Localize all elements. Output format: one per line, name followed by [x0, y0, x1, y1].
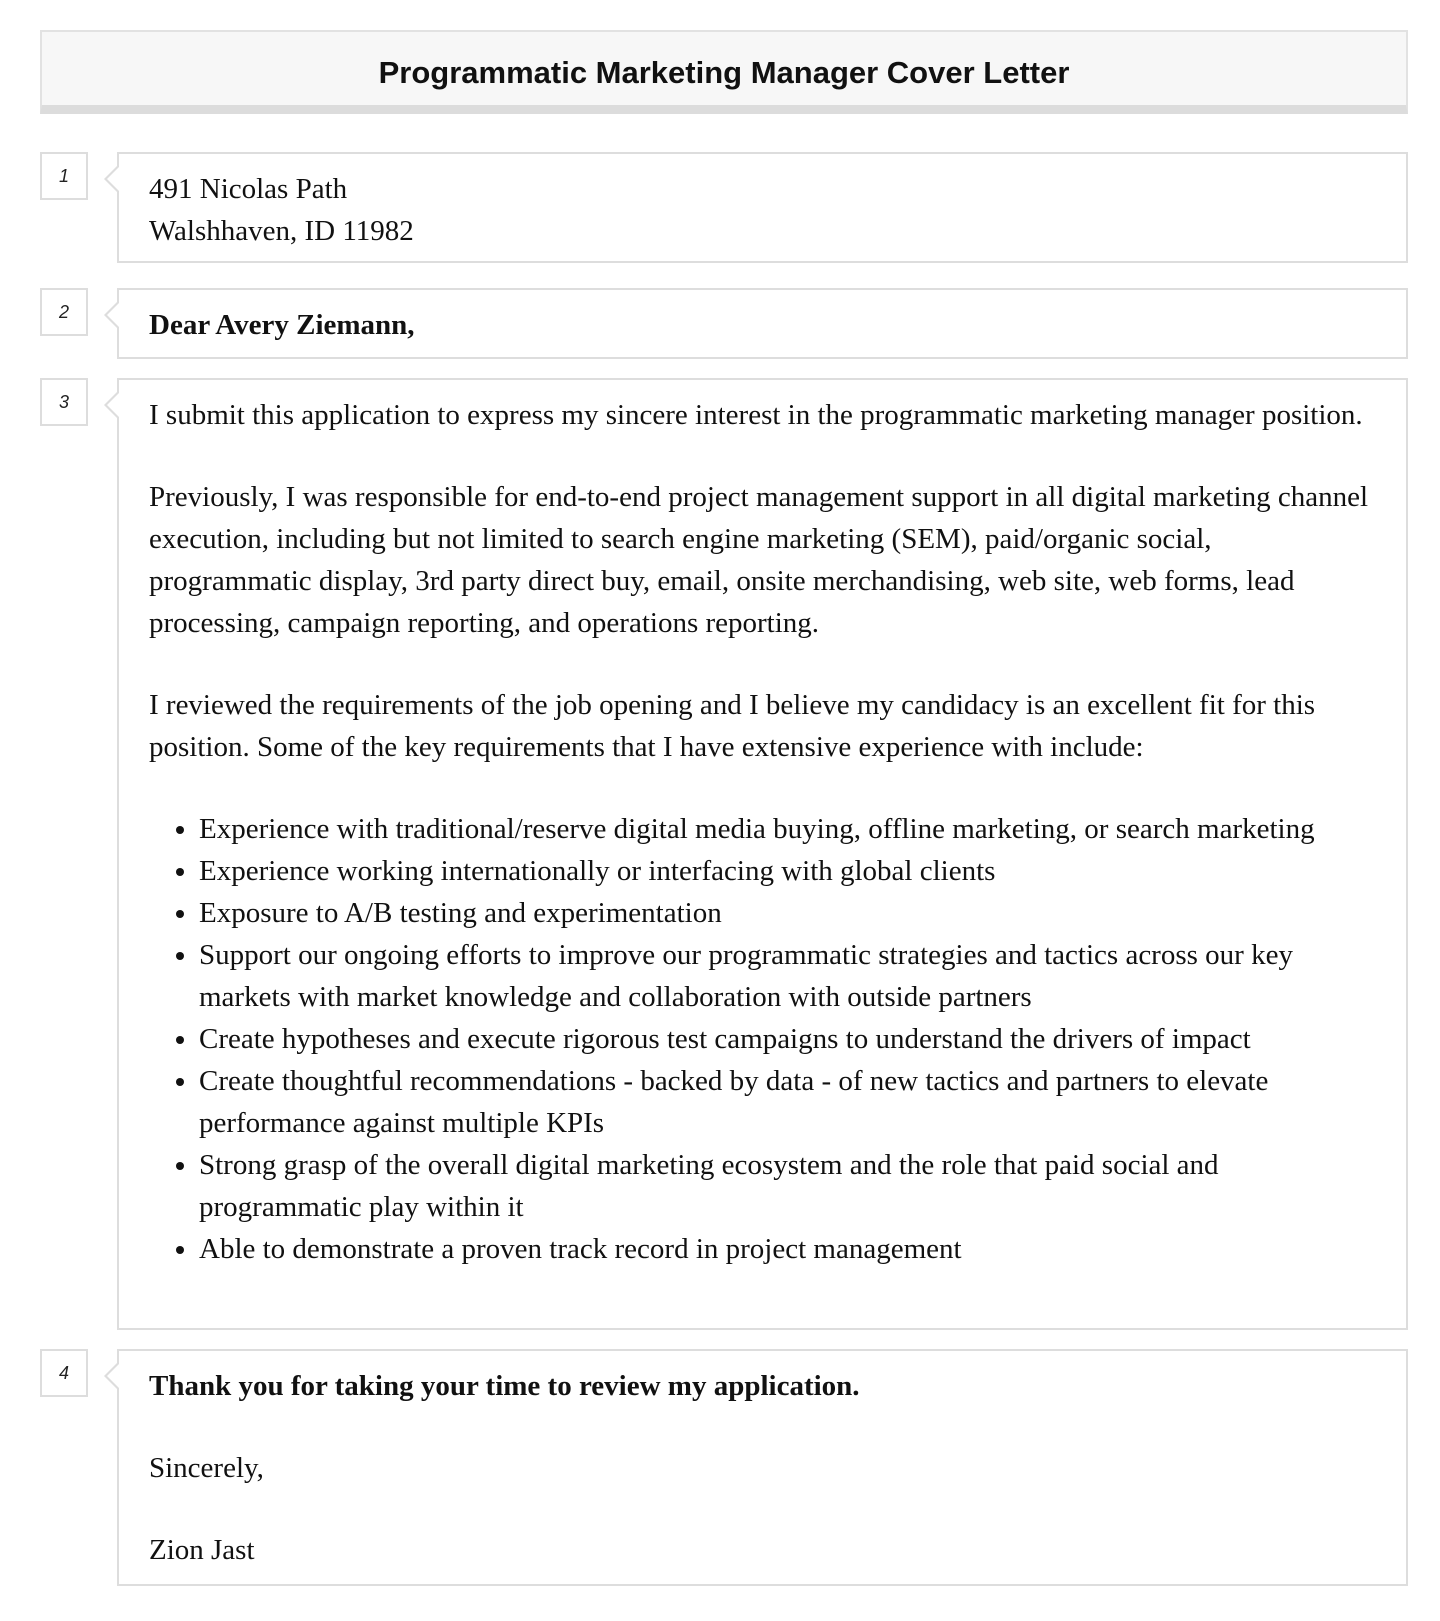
address-city: Walshhaven, ID 11982: [149, 215, 414, 247]
section-number: 1: [40, 152, 88, 200]
signature: Zion Jast: [149, 1534, 255, 1566]
greeting: Dear Avery Ziemann,: [149, 309, 415, 341]
requirements-list: [149, 808, 1376, 1270]
section-number: 4: [40, 1349, 88, 1397]
sign-off: Sincerely,: [149, 1452, 264, 1484]
body-paragraph: I submit this application to express my sincere interest in the programmatic marketing manager position.: [149, 399, 1363, 431]
list-item: • Strong grasp of the overall digital marketing ecosystem and the role that paid social and programmatic play within it: [199, 1144, 1376, 1228]
address-box: [117, 152, 1408, 263]
list-item: • Able to demonstrate a proven track record in project management: [199, 1228, 1376, 1270]
body-box: [117, 378, 1408, 1330]
list-item: • Experience with traditional/reserve digital media buying, offline marketing, or search marketing: [199, 808, 1376, 850]
closing-line: Thank you for taking your time to review my application.: [149, 1370, 860, 1402]
list-item: • Experience working internationally or interfacing with global clients: [199, 850, 1376, 892]
page-title: Programmatic Marketing Manager Cover Letter: [378, 55, 1070, 90]
section-number: 3: [40, 378, 88, 426]
list-item: • Create hypotheses and execute rigorous test campaigns to understand the drivers of impact: [199, 1018, 1376, 1060]
address-street: 491 Nicolas Path: [149, 173, 348, 205]
greeting-box: [117, 288, 1408, 359]
section-number: 2: [40, 288, 88, 336]
list-item: • Create thoughtful recommendations - backed by data - of new tactics and partners to elevate performance against multiple KPIs: [199, 1060, 1376, 1144]
document-header: [40, 30, 1408, 114]
closing-box: [117, 1349, 1408, 1586]
body-paragraph: Previously, I was responsible for end-to-end project management support in all digital marketing channel execution, including but not limited to search engine marketing (SEM), paid/organic social, programmatic display, 3rd party direct buy, email, onsite merchandising, web site, web forms, lead processing, campaign reporting, and operations reporting.: [149, 481, 1369, 639]
body-paragraph: I reviewed the requirements of the job opening and I believe my candidacy is an excellent fit for this position. Some of the key requirements that I have extensive experience with include:: [149, 689, 1316, 763]
list-item: • Support our ongoing efforts to improve our programmatic strategies and tactics across our key markets with market knowledge and collaboration with outside partners: [199, 934, 1376, 1018]
list-item: • Exposure to A/B testing and experimentation: [199, 892, 1376, 934]
